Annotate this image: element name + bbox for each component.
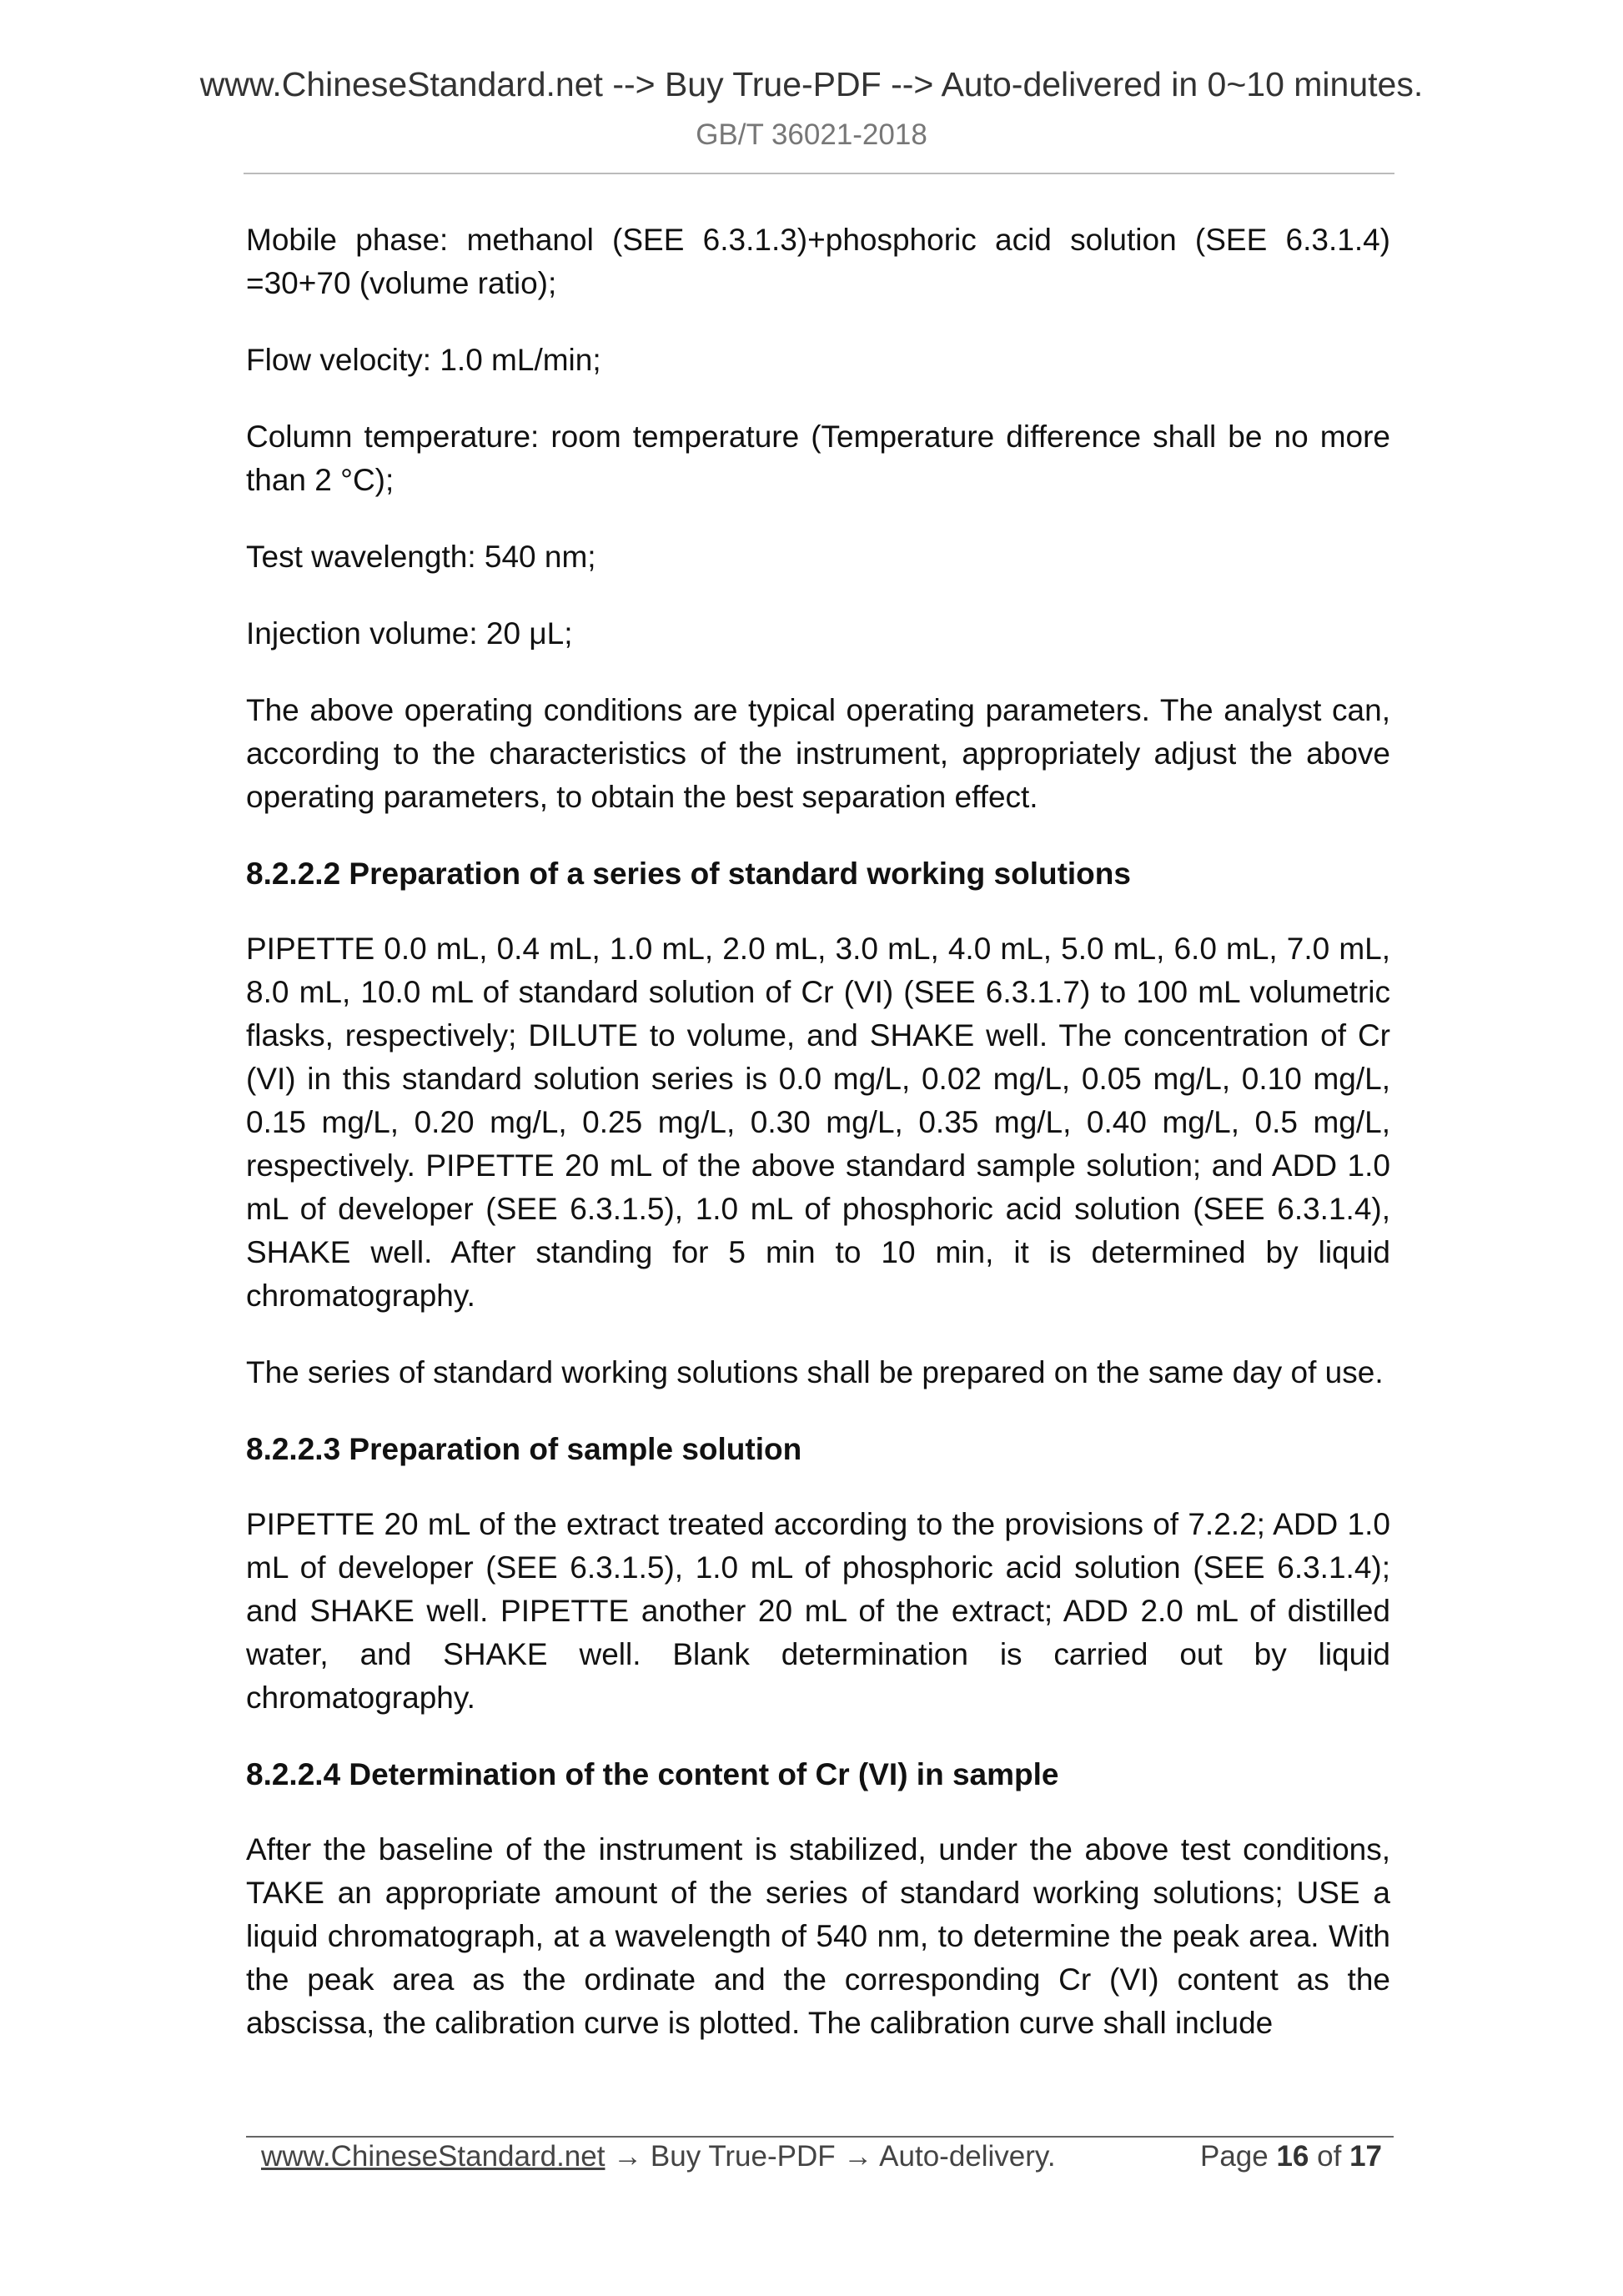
footer-divider	[246, 2136, 1394, 2138]
paragraph-mobile-phase: Mobile phase: methanol (SEE 6.3.1.3)+phosphoric acid solution (SEE 6.3.1.4) =30+70 (volume ratio);	[246, 223, 1390, 300]
paragraph-sample-solution: PIPETTE 20 mL of the extract treated according to the provisions of 7.2.2; ADD 1.0 mL of developer (SEE 6.3.1.5), 1.0 mL of phosphoric acid solution (SEE 6.3.1.4); and SHAKE well. PIPETTE another 20 mL of the extract; ADD 2.0 mL of distilled water, and SHAKE well. Blank determination is carried out by liquid chromatography.	[246, 1507, 1390, 1715]
header-banner: www.ChineseStandard.net --> Buy True-PDF --> Auto-delivered in 0~10 minutes.	[199, 65, 1424, 103]
section-heading-8-2-2-2: 8.2.2.2 Preparation of a series of standard working solutions	[246, 857, 1131, 891]
section-heading-8-2-2-3: 8.2.2.3 Preparation of sample solution	[246, 1432, 802, 1466]
page-current: 16	[1276, 2140, 1309, 2173]
page-word: Page	[1199, 2140, 1269, 2173]
header-divider	[244, 173, 1394, 174]
paragraph-standard-solutions: PIPETTE 0.0 mL, 0.4 mL, 1.0 mL, 2.0 mL, 3.0 mL, 4.0 mL, 5.0 mL, 6.0 mL, 7.0 mL, 8.0 mL, 10.0 mL of standard solution of Cr (VI) (SEE 6.3.1.7) to 100 mL volumetric flasks, respectively; DILUTE to volume, and SHAKE well. The concentration of Cr (VI) in this standard solution series is 0.0 mg/L, 0.02 mg/L, 0.05 mg/L, 0.10 mg/L, 0.15 mg/L, 0.20 mg/L, 0.25 mg/L, 0.30 mg/L, 0.35 mg/L, 0.40 mg/L, 0.5 mg/L, respectively. PIPETTE 20 mL of the above standard sample solution; and ADD 1.0 mL of developer (SEE 6.3.1.5), 1.0 mL of phosphoric acid solution (SEE 6.3.1.4), SHAKE well. After standing for 5 min to 10 min, it is determined by liquid chromatography.	[246, 932, 1390, 1313]
footer-left	[261, 2140, 1056, 2173]
paragraph-same-day: The series of standard working solutions shall be prepared on the same day of use.	[246, 1355, 1384, 1389]
page-footer	[261, 2140, 1389, 2182]
paragraph-column-temperature: Column temperature: room temperature (Temperature difference shall be no more than 2 °C);	[246, 420, 1390, 497]
paragraph-test-wavelength: Test wavelength: 540 nm;	[246, 540, 596, 574]
paragraph-injection-volume: Injection volume: 20 μL;	[246, 616, 573, 651]
standard-number: GB/T 36021-2018	[696, 118, 927, 151]
footer-buy-text: → Buy True-PDF → Auto-delivery.	[605, 2140, 1056, 2173]
paragraph-determination: After the baseline of the instrument is stabilized, under the above test conditions, TAKE an appropriate amount of the series of standard working solutions; USE a liquid chromatograph, at a wavelength of 540 nm, to determine the peak area. With the peak area as the ordinate and the corresponding Cr (VI) content as the abscissa, the calibration curve is plotted. The calibration curve shall include	[246, 1832, 1390, 2040]
paragraph-operating-conditions: The above operating conditions are typical operating parameters. The analyst can, according to the characteristics of the instrument, appropriately adjust the above operating parameters, to obtain the best separation effect.	[246, 693, 1390, 814]
paragraph-flow-velocity: Flow velocity: 1.0 mL/min;	[246, 343, 601, 377]
document-body	[246, 219, 1390, 2078]
page-total: 17	[1349, 2140, 1382, 2173]
page-number	[1200, 2140, 1382, 2173]
footer-site-link[interactable]: www.ChineseStandard.net	[261, 2140, 605, 2173]
of-word: of	[1317, 2140, 1342, 2173]
section-heading-8-2-2-4: 8.2.2.4 Determination of the content of Cr (VI) in sample	[246, 1757, 1059, 1791]
